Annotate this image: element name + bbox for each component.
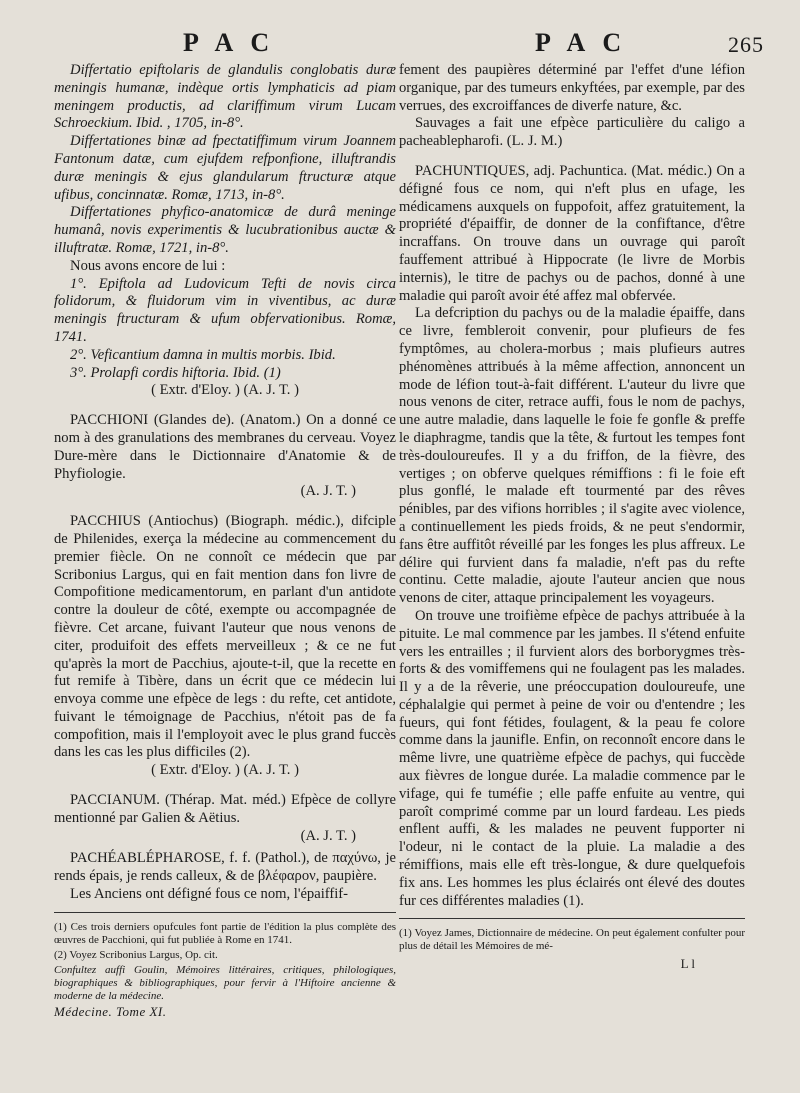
entry-pacheablepharose: PACHÉABLÉPHAROSE, f. f. (Pathol.), de παχύνω, je rends épais, je rends calleux, & de βλέφαρον, paupière. [54,850,396,885]
attribution: ( Extr. d'Eloy. ) (A. J. T. ) [151,382,299,399]
paragraph: fement des paupières déterminé par l'effet d'une léfion organique, par des tumeurs enkyftées, par exemple, par des verrues, des excroiffances de diverfe nature, &c. [399,62,745,114]
right-column [399,62,745,973]
page-number: 265 [728,32,764,57]
footnote: (1) Ces trois derniers opufcules font partie de l'édition la plus complète des œuvres de Pacchioni, qui fut publiée à Rome en 1741. [54,920,396,946]
footnote: (1) Voyez James, Dictionnaire de médecine. On peut également confulter pour plus de détail les Mémoires de mé- [399,927,745,953]
paragraph: La defcription du pachys ou de la maladie épaiffe, dans ce livre, fembleroit convenir, pour plufieurs de fes fymptômes, au cholera-morbus ; mais plufieurs autres phénomènes attribués à la même affection, annoncent un mode de léfion tout-à-fait différent. L'auteur du livre que nous venons de citer, retrace auffi, fous le nom de pachys, une autre maladie, dans laquelle le foie fe gonfle & preffe le diaphragme, tandis que la tête, & furtout les tempes font très-douloureufes. Il y a du friffon, de la fièvre, des vertiges ; on obferve quelques rémiffions : fi le foie eft plus gonflé, le malade eft tourmenté par des rêves pénibles, par des vifions horribles ; il s'agite avec violence, a continuellement les pieds froids, & ne peut s'endormir, fans être auffitôt réveillé par les fonges les plus affreux. Le délire qui furvient dans fa maladie, n'eft pas du refte continu. Cette maladie, ajoute l'auteur ancien que nous venons de citer, attaque principalement les voyageurs. [399,305,745,607]
paragraph: Differtatio epiftolaris de glandulis conglobatis duræ meningis humanæ, indèque ortis lymphaticis ad piam meningem productis, ad clariffimum virum Lucam Schroeckium. Ibid. , 1705, in-8°. [54,62,396,132]
paragraph: On trouve une troifième efpèce de pachys attribuée à la pituite. Le mal commence par les jambes. Il s'étend enfuite vers les entrailles ; il furvient alors des borborygmes très-forts & des vomiffemens qui ne foulagent pas les malades. Il y a de la rêverie, une préoccupation douloureufe, une céphalalgie qui permet à peine de voir ou d'entendre ; les fueurs, qui font fétides, foulagent, & la peau fe colore comme dans la jaunifle. Enfin, on reconnoît encore dans le même livre, une quatrième efpèce de pachys, qui fuccède aux fièvres de longue durée. La maladie commence par le vifage, qui fe tuméfie ; elle paffe enfuite au ventre, qui paroît comprimé comme par un lourd fardeau. Les pieds enflent auffi, & les malades ne peuvent fupporter ni l'odeur, ni le contact de la pluie. La maladie a des rémiffions, mais elle eft très-longue, & dure quelquefois fix ans. Les hommes les plus éclairés ont élevé des doutes fur ces différentes maladies (1). [399,607,745,909]
paragraph: Sauvages a fait une efpèce particulière du caligo a pacheablepharofi. (L. J. M.) [399,115,745,150]
signature-mark: L l [680,956,695,972]
paragraph: 2°. Veficantium damna in multis morbis. Ibid. [70,346,336,363]
entry-paccianum: PACCIANUM. (Thérap. Mat. méd.) Efpèce de collyre mentionné par Galien & Aëtius. [54,792,396,826]
running-head-left: P A C [183,28,276,57]
attribution: (A. J. T. ) [300,483,356,500]
paragraph: 3°. Prolapfi cordis hiftoria. Ibid. (1) [70,364,281,381]
attribution: ( Extr. d'Eloy. ) (A. J. T. ) [151,762,299,779]
paragraph: 1°. Epiftola ad Ludovicum Tefti de novis circa folidorum, & fluidorum vim in viventibus, ac duræ meningis ftructuram & ufum obfervationibus. Romæ, 1741. [54,275,396,345]
footnote: Confultez auffi Goulin, Mémoires littéraires, critiques, philologiques, biographiques & bibliographiques, pour fervir à l'Hiftoire ancienne & moderne de la médecine. [54,963,396,1002]
left-column [54,62,396,1019]
paragraph: Differtationes binæ ad fpectatiffimum virum Joannem Fantonum datæ, cum ejufdem refponfione, illuftrandis duræ meningis & ejus glandularum ftructuræ atque ufibus, concinnatæ. Romæ, 1713, in-8°. [54,133,396,203]
paragraph: Nous avons encore de lui : [70,257,226,274]
paragraph: Differtationes phyfico-anatomicæ de durâ meninge humanâ, novis experimentis & lucubrationibus auctæ & illuftratæ. Romæ, 1721, in-8°. [54,204,396,256]
paragraph: Les Anciens ont défigné fous ce nom, l'épaiffif- [70,886,348,903]
footnote-rule [399,918,745,919]
entry-pachuntiques: PACHUNTIQUES, adj. Pachuntica. (Mat. médic.) On a défigné fous ce nom, qui n'eft plus en ufage, les médicamens auxquels on fuppofoit, affez gratuitement, la propriété d'épaiffir, de donner de la confiftance, d'être incraffans. On trouve dans un ouvrage qui paroît fauffement attribué à Hippocrate (le livre de Morbis internis), le titre de pachys ou de pachos, donné à une maladie qui paroît avoir été affez mal obfervée. [399,162,745,304]
page-header [0,22,800,62]
attribution: (A. J. T. ) [300,827,356,844]
running-head-right: P A C [535,28,628,57]
signature-mark: Médecine. Tome XI. [54,1003,167,1019]
entry-pacchioni: PACCHIONI (Glandes de). (Anatom.) On a donné ce nom à des granulations des membranes du cerveau. Voyez Dure-mère dans le Dictionnaire d'Anatomie & de Phyfiologie. [54,412,396,482]
footnote: (2) Voyez Scribonius Largus, Op. cit. [54,948,218,961]
entry-pacchius: PACCHIUS (Antiochus) (Biograph. médic.), difciple de Philenides, exerça la médecine au commencement du premier fiècle. On ne connoît ce médecin que par Scribonius Largus, qui en fait mention dans fon livre de Compofitione medicamentorum, en parlant d'un antidote contre la douleur de côté, exempte ou accompagnée de fièvre. Cet arcane, fuivant l'auteur que nous venons de citer, produifoit des effets merveilleux ; & ce ne fut qu'après la mort de Pacchius, ajoute-t-il, que la recette en fut remife à Tibère, dans un écrit que ce médecin lui envoya comme une efpèce de legs : du refte, cet antidote, fuivant le témoignage de Pacchius, n'étoit pas de fa compofition, mais il l'employoit avec le plus grand fuccès dans les cas les plus difficiles (2). [54,513,396,761]
footnote-rule [54,912,396,913]
